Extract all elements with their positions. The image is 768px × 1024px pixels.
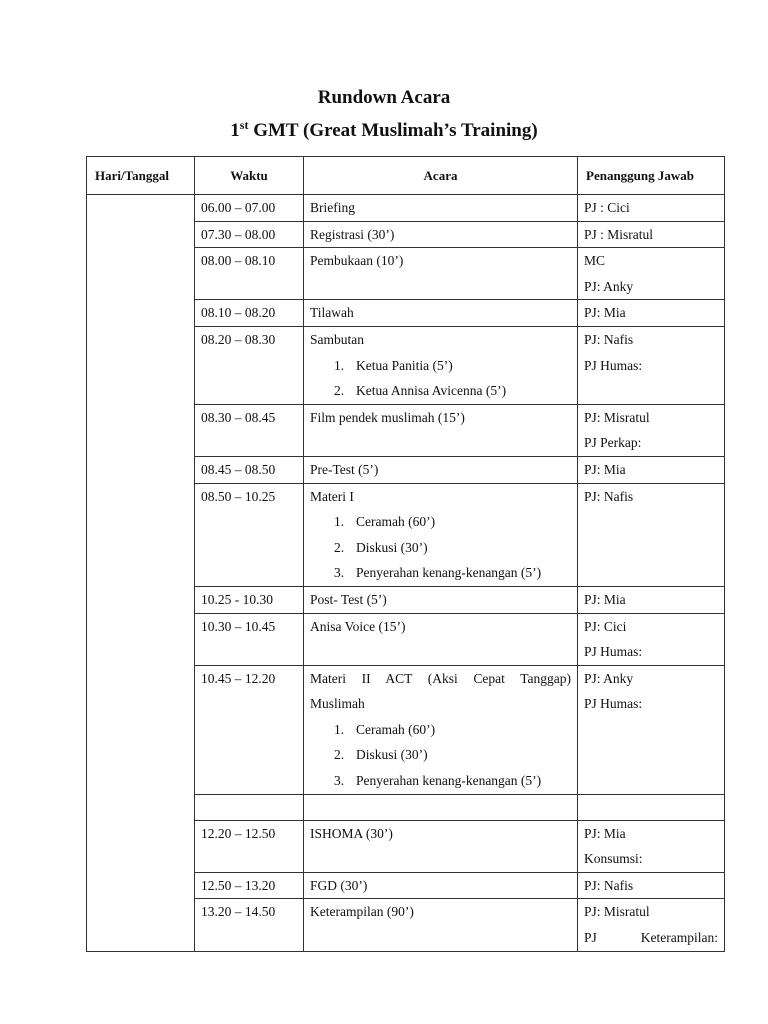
pj-cell — [578, 613, 725, 665]
acara-cell — [304, 820, 578, 872]
waktu-text: 08.45 – 08.50 — [201, 461, 276, 477]
document-title: Rundown Acara — [317, 87, 451, 108]
waktu-text: 10.45 – 12.20 — [201, 670, 276, 686]
acara-subitem — [310, 717, 571, 743]
pj-text: PJ: Nafis — [584, 488, 634, 504]
pj-text: PJ Perkap: — [584, 435, 642, 451]
acara-subitem — [310, 509, 571, 535]
waktu-text: 13.20 – 14.50 — [201, 904, 276, 920]
acara-text: Registrasi (30’) — [310, 226, 395, 242]
acara-cell — [304, 221, 578, 248]
header-acara: Acara — [304, 157, 578, 195]
pj-cell — [578, 248, 725, 300]
acara-subitem — [310, 560, 571, 586]
pj-cell — [578, 665, 725, 794]
waktu-text: 12.50 – 13.20 — [201, 877, 276, 893]
subitem-number: 2. — [334, 747, 345, 763]
pj-cell — [578, 300, 725, 327]
acara-text: FGD (30’) — [310, 877, 368, 893]
subtitle-text: GMT (Great Muslimah’s Training) — [248, 120, 538, 141]
hari-tanggal-cell — [87, 195, 195, 952]
pj-text: MC — [584, 253, 606, 269]
subitem-text: Diskusi (30’) — [356, 747, 428, 763]
pj-cell — [578, 483, 725, 586]
pj-cell — [578, 195, 725, 222]
pj-text: PJ: Nafis — [584, 331, 634, 347]
waktu-text: 10.30 – 10.45 — [201, 618, 276, 634]
acara-text: Muslimah — [310, 696, 365, 712]
acara-cell — [304, 248, 578, 300]
acara-cell — [304, 483, 578, 586]
acara-text: Pre-Test (5’) — [310, 461, 379, 477]
pj-text: Konsumsi: — [584, 851, 643, 867]
waktu-text: 08.30 – 08.45 — [201, 409, 276, 425]
acara-cell — [304, 456, 578, 483]
waktu-cell — [195, 456, 304, 483]
waktu-text: 08.00 – 08.10 — [201, 253, 276, 269]
acara-text: Keterampilan (90’) — [310, 904, 414, 920]
pj-text: PJ: Misratul — [584, 904, 650, 920]
acara-subitem — [310, 535, 571, 561]
rundown-table — [86, 156, 725, 952]
acara-cell — [304, 872, 578, 899]
pj-cell — [578, 820, 725, 872]
waktu-text: 10.25 - 10.30 — [201, 591, 273, 607]
document-subtitle — [0, 120, 768, 142]
pj-text: PJ: Misratul — [584, 409, 650, 425]
header-waktu: Waktu — [195, 157, 304, 195]
acara-cell — [304, 326, 578, 404]
acara-subitem — [310, 378, 571, 404]
waktu-text: 07.30 – 08.00 — [201, 226, 276, 242]
subitem-number: 3. — [334, 565, 345, 581]
pj-text: PJ: Nafis — [584, 877, 634, 893]
pj-cell — [578, 326, 725, 404]
acara-cell — [304, 899, 578, 951]
waktu-cell — [195, 794, 304, 820]
header-hari-tanggal: Hari/Tanggal — [87, 157, 195, 195]
waktu-text: 08.50 – 10.25 — [201, 488, 276, 504]
subitem-number: 1. — [334, 721, 345, 737]
pj-cell — [578, 456, 725, 483]
acara-subitem — [310, 742, 571, 768]
waktu-cell — [195, 248, 304, 300]
acara-subitem — [310, 353, 571, 379]
pj-line — [584, 925, 718, 951]
acara-cell — [304, 404, 578, 456]
subitem-number: 1. — [334, 514, 345, 530]
acara-text: Tilawah — [310, 305, 354, 321]
acara-cell — [304, 613, 578, 665]
pj-text: PJ Humas: — [584, 696, 643, 712]
waktu-cell — [195, 483, 304, 586]
waktu-cell — [195, 326, 304, 404]
pj-text: PJ: Anky — [584, 670, 634, 686]
waktu-cell — [195, 613, 304, 665]
waktu-text: 08.10 – 08.20 — [201, 305, 276, 321]
acara-cell — [304, 300, 578, 327]
waktu-cell — [195, 404, 304, 456]
table-body — [87, 195, 725, 952]
subitem-text: Ketua Annisa Avicenna (5’) — [356, 383, 507, 399]
acara-cell — [304, 794, 578, 820]
pj-cell — [578, 899, 725, 951]
waktu-text: 08.20 – 08.30 — [201, 331, 276, 347]
waktu-cell — [195, 300, 304, 327]
waktu-cell — [195, 899, 304, 951]
pj-text: PJ : Misratul — [584, 226, 654, 242]
pj-cell — [578, 872, 725, 899]
acara-cell — [304, 195, 578, 222]
acara-text: Sambutan — [310, 331, 364, 347]
waktu-cell — [195, 872, 304, 899]
acara-text: Pembukaan (10’) — [310, 253, 404, 269]
pj-text: PJ: Cici — [584, 618, 627, 634]
pj-text: PJ : Cici — [584, 200, 630, 215]
subitem-number: 1. — [334, 357, 345, 373]
waktu-cell — [195, 586, 304, 613]
header-penanggung-jawab: Penanggung Jawab — [578, 157, 725, 195]
pj-cell — [578, 586, 725, 613]
waktu-cell — [195, 665, 304, 794]
waktu-cell — [195, 195, 304, 222]
waktu-text: 12.20 – 12.50 — [201, 825, 276, 841]
acara-text: Briefing — [310, 200, 355, 215]
acara-subitem — [310, 768, 571, 794]
waktu-cell — [195, 221, 304, 248]
pj-text: PJ: Mia — [584, 591, 626, 607]
pj-text: PJ: Mia — [584, 825, 626, 841]
subitem-text: Ketua Panitia (5’) — [356, 357, 453, 373]
acara-text: Film pendek muslimah (15’) — [310, 409, 465, 425]
subitem-text: Penyerahan kenang-kenangan (5’) — [356, 565, 542, 581]
subitem-text: Ceramah (60’) — [356, 514, 436, 530]
subitem-text: Ceramah (60’) — [356, 721, 436, 737]
acara-text: Post- Test (5’) — [310, 591, 387, 607]
waktu-cell — [195, 820, 304, 872]
table-header-row — [87, 157, 725, 195]
pj-text: PJ: Anky — [584, 278, 634, 294]
pj-text: PJ: Mia — [584, 461, 626, 477]
acara-cell — [304, 665, 578, 794]
pj-text: PJ: Mia — [584, 305, 626, 321]
subitem-text: Diskusi (30’) — [356, 539, 428, 555]
pj-text: PJ Humas: — [584, 357, 643, 373]
subitem-number: 3. — [334, 773, 345, 789]
acara-text: Anisa Voice (15’) — [310, 618, 406, 634]
subtitle-superscript: st — [239, 118, 249, 132]
acara-text: ISHOMA (30’) — [310, 825, 393, 841]
pj-text: PJ — [584, 930, 597, 946]
pj-text: PJ Humas: — [584, 644, 643, 660]
subitem-text: Penyerahan kenang-kenangan (5’) — [356, 773, 542, 789]
pj-cell — [578, 221, 725, 248]
subitem-number: 2. — [334, 539, 345, 555]
table-row — [87, 195, 725, 222]
acara-text: Materi I — [310, 488, 354, 504]
acara-cell — [304, 586, 578, 613]
pj-cell — [578, 404, 725, 456]
pj-text: Keterampilan: — [640, 930, 718, 946]
subtitle-number: 1 — [230, 120, 240, 141]
subitem-number: 2. — [334, 383, 345, 399]
acara-text: Materi II ACT (Aksi Cepat Tanggap) — [310, 670, 571, 686]
pj-cell — [578, 794, 725, 820]
waktu-text: 06.00 – 07.00 — [201, 200, 276, 215]
